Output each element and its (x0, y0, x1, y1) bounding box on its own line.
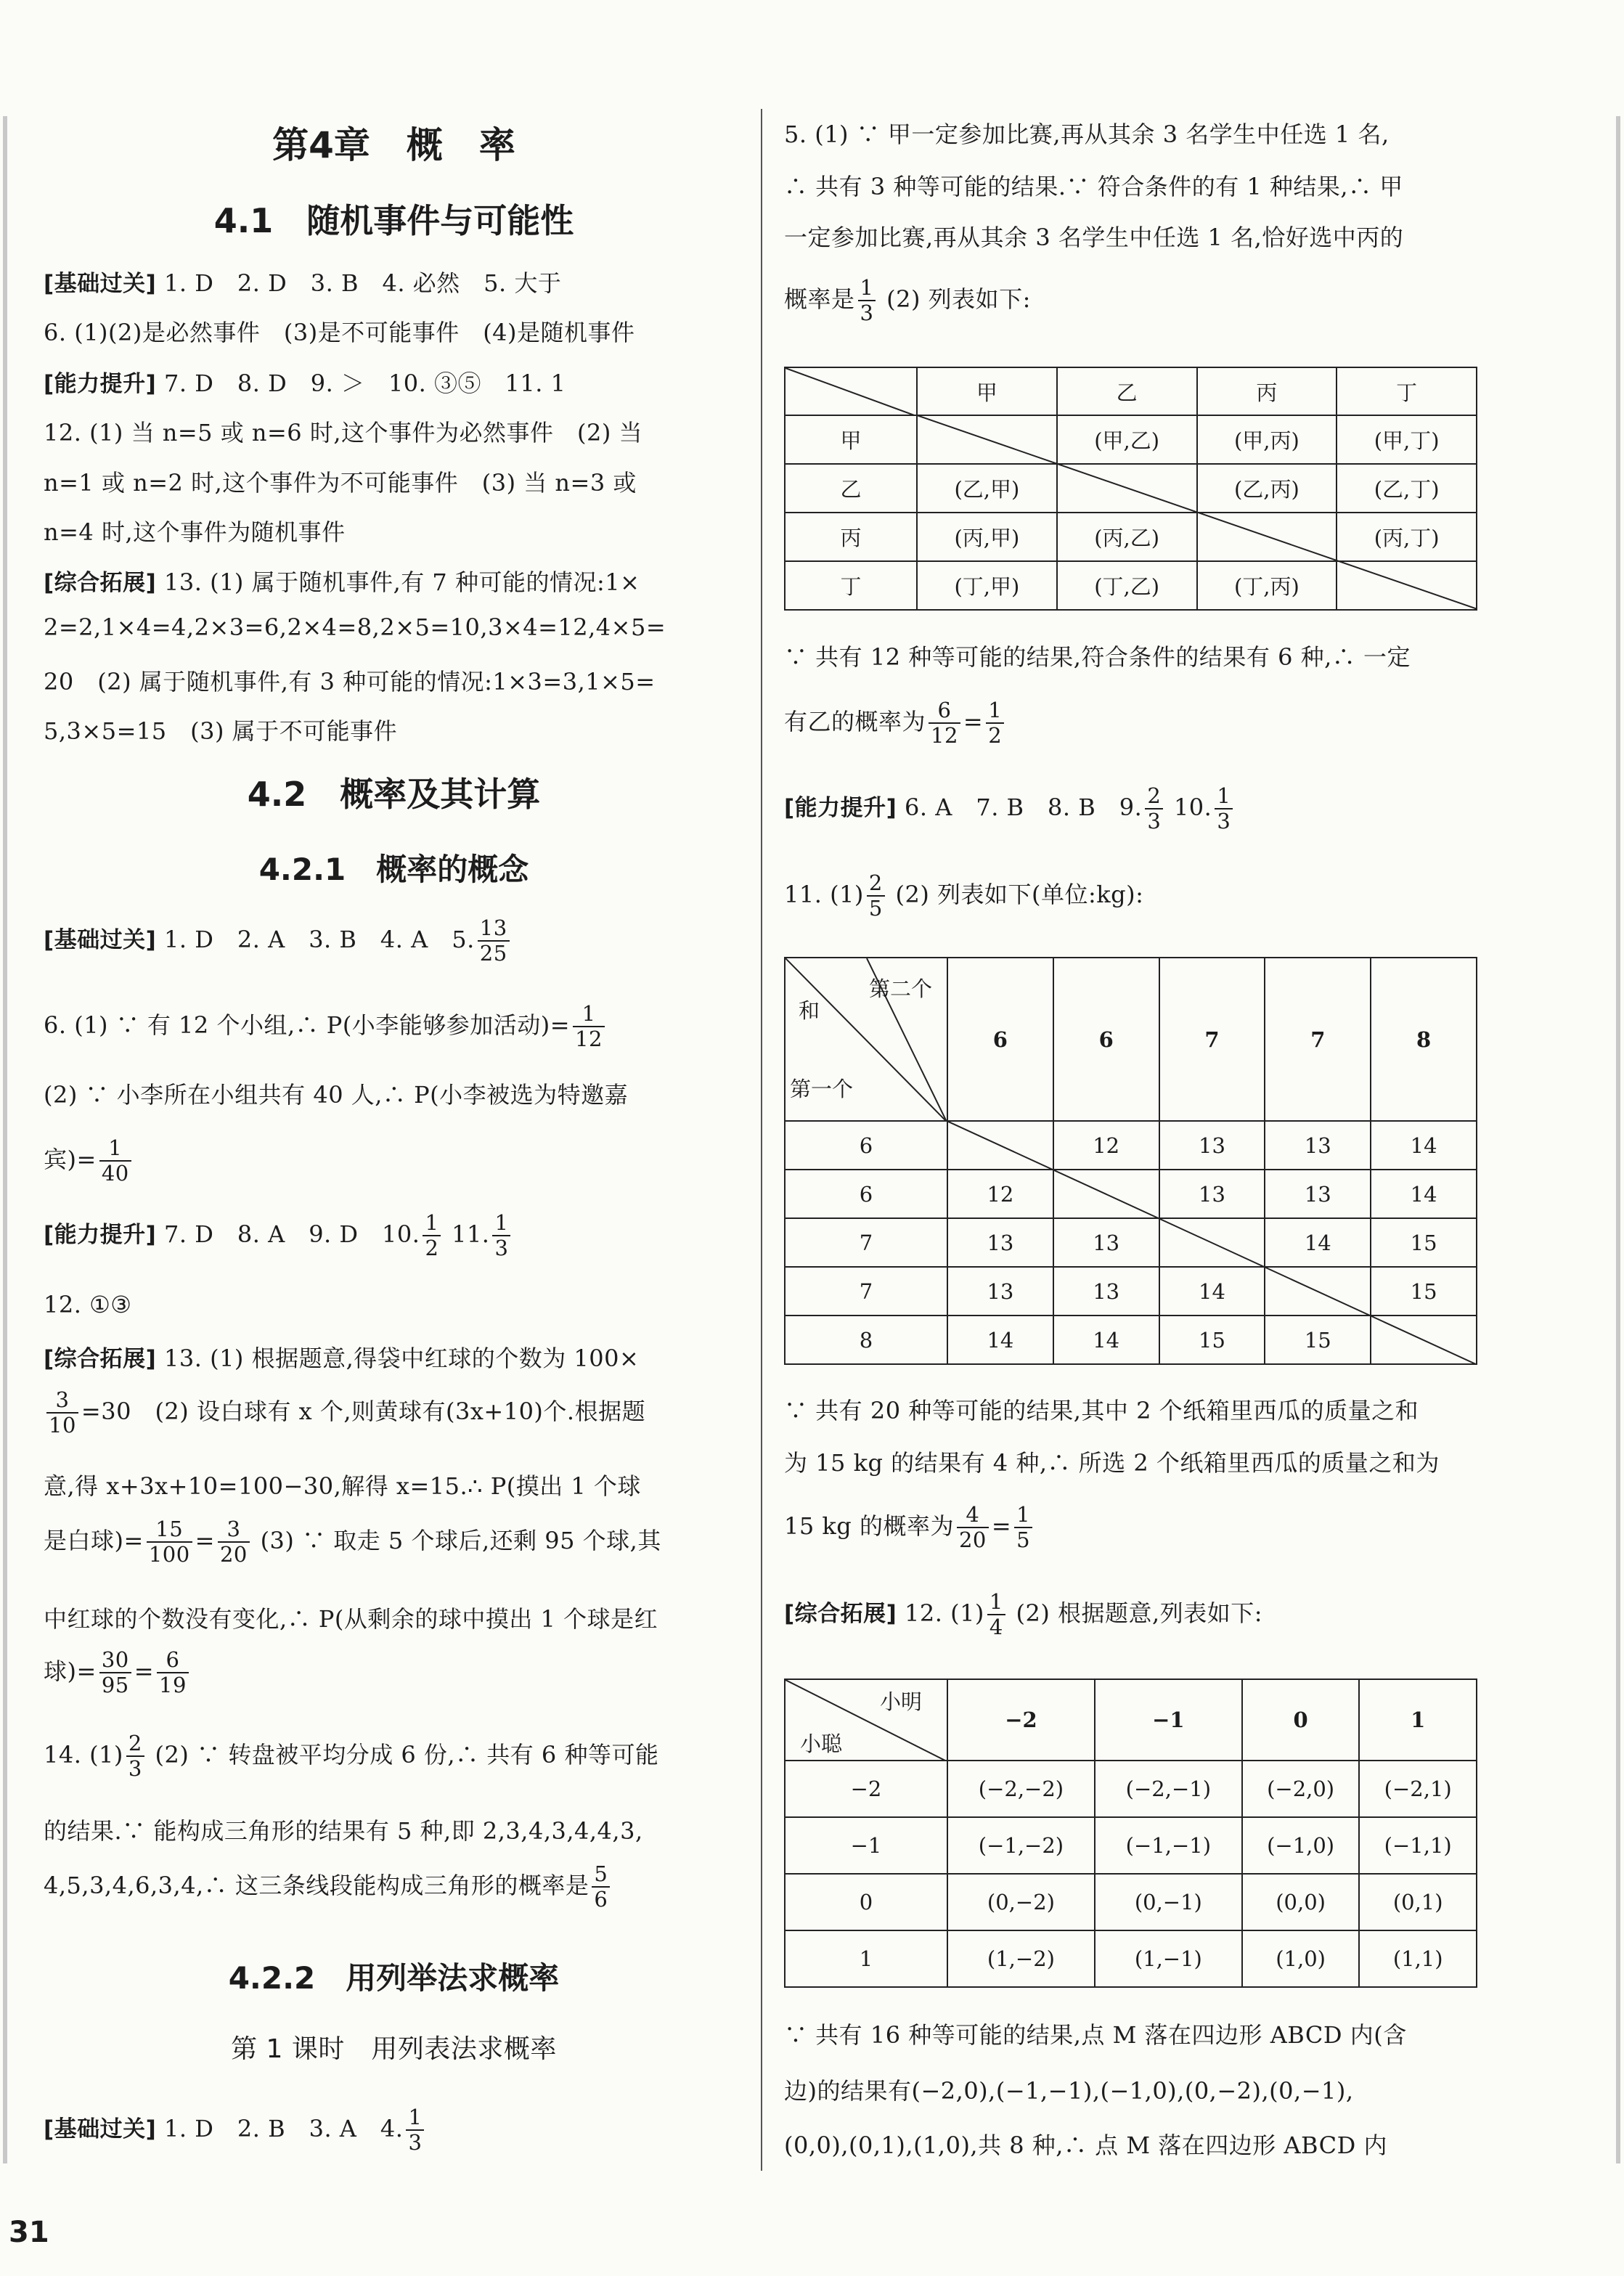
table-cell: (丁,丙) (1197, 561, 1337, 610)
corner-label-first: 第一个 (790, 1077, 854, 1101)
table-cell: (丁,乙) (1057, 561, 1197, 610)
line: ∵ 共有 20 种等可能的结果,其中 2 个纸箱里西瓜的质量之和 (784, 1397, 1419, 1424)
line: [基础过关] 1. D 2. A 3. B 4. A 5. $\frac{13}{25}$ (44, 916, 513, 966)
table-header-cell: 甲 (917, 367, 1057, 415)
chapter-title: 第4章 概 率 (272, 124, 515, 166)
line: 宾)= $\frac{1}{40}$ (44, 1136, 134, 1186)
section-4-1-title: 4.1 随机事件与可能性 (213, 201, 574, 240)
section-4-2-1-title: 4.2.1 概率的概念 (258, 852, 529, 887)
line: 14. (1) $\frac{2}{3}$ (2) ∵ 转盘被平均分成 6 份,∴ 共有 6 种等可能 (44, 1731, 659, 1782)
line: 12. ①③ (44, 1291, 132, 1318)
fraction: $\frac{1}{2}$ (423, 1211, 441, 1261)
table-cell: 13 (1265, 1121, 1371, 1170)
table-cell: (−1,0) (1242, 1817, 1360, 1874)
table-row (785, 1930, 1477, 1987)
table-cell: (乙,甲) (917, 464, 1057, 513)
table2-diagonal (945, 1120, 1477, 1365)
line: $\frac{3}{10}$ =30 (2) 设白球有 x 个,则黄球有(3x+10)个.根据题 (44, 1388, 645, 1438)
column-divider (761, 109, 762, 2171)
table-cell: (1,−2) (947, 1930, 1095, 1987)
line: [能力提升] 7. D 8. D 9. ＞ 10. ③⑤ 11. 1 (44, 370, 566, 397)
table-cell: (−2,−1) (1095, 1761, 1242, 1817)
table-cell: (乙,丁) (1337, 464, 1477, 513)
table-corner (785, 1679, 947, 1761)
table-header-cell: 6 (947, 958, 1053, 1121)
line: [能力提升] 6. A 7. B 8. B 9. $\frac{2}{3}$ 10. $\frac{1}{3}$ (784, 784, 1236, 834)
table-cell: (丙,乙) (1057, 513, 1197, 561)
table-cell: 13 (1053, 1218, 1159, 1267)
table-cell: (乙,丙) (1197, 464, 1337, 513)
line: 4,5,3,4,6,3,4,∴ 这三条线段能构成三角形的概率是 $\frac{5}{6}$ (44, 1862, 613, 1912)
table-cell: (−1,−1) (1095, 1817, 1242, 1874)
line: 意,得 x+3x+10=100−30,解得 x=15.∴ P(摸出 1 个球 (44, 1472, 641, 1500)
fraction: $\frac{2}{3}$ (1145, 784, 1163, 834)
table-cell: 13 (1159, 1170, 1265, 1218)
line: n=4 时,这个事件为随机事件 (44, 518, 346, 546)
line: 11. (1) $\frac{2}{5}$ (2) 列表如下(单位:kg): (784, 870, 1144, 921)
line: 概率是 $\frac{1}{3}$ (2) 列表如下: (784, 275, 1031, 326)
left-margin-bar (3, 116, 7, 2163)
table-cell: 15 (1159, 1316, 1265, 1364)
row-header: 乙 (785, 464, 917, 513)
line: 12. (1) 当 n=5 或 n=6 时,这个事件为必然事件 (2) 当 (44, 419, 642, 446)
fraction: $\frac{6}{19}$ (157, 1648, 189, 1698)
table-cell: (−1,1) (1359, 1817, 1477, 1874)
table-cell: 14 (1265, 1218, 1371, 1267)
table-cell: 15 (1371, 1267, 1477, 1316)
fraction: $\frac{1}{3}$ (858, 276, 876, 326)
line: 球)= $\frac{30}{95}$ = $\frac{6}{19}$ (44, 1648, 192, 1698)
table-cell: (丁,甲) (917, 561, 1057, 610)
corner-label-sum: 和 (799, 998, 820, 1023)
fraction: $\frac{6}{12}$ (929, 698, 960, 749)
fraction: $\frac{1}{12}$ (573, 1002, 605, 1052)
table-cell: (1,−1) (1095, 1930, 1242, 1987)
table-header-cell: 8 (1371, 958, 1477, 1121)
table-cell: (甲,乙) (1057, 415, 1197, 464)
line: ∴ 共有 3 种等可能的结果.∵ 符合条件的有 1 种结果,∴ 甲 (784, 173, 1403, 200)
line: [能力提升] 7. D 8. A 9. D 10. $\frac{1}{2}$ 11. $\frac{1}{3}$ (44, 1211, 513, 1261)
row-header: 丁 (785, 561, 917, 610)
table-cell: (甲,丙) (1197, 415, 1337, 464)
line: 的结果.∵ 能构成三角形的结果有 5 种,即 2,3,4,3,4,4,3, (44, 1817, 643, 1845)
section-4-2-2-title: 4.2.2 用列举法求概率 (228, 1960, 560, 1996)
line: (2) ∵ 小李所在小组共有 40 人,∴ P(小李被选为特邀嘉 (44, 1081, 629, 1109)
table-row (785, 1761, 1477, 1817)
line: (0,0),(0,1),(1,0),共 8 种,∴ 点 M 落在四边形 ABCD 内 (784, 2132, 1387, 2159)
fraction: $\frac{2}{3}$ (126, 1732, 144, 1782)
line: ∵ 共有 16 种等可能的结果,点 M 落在四边形 ABCD 内(含 (784, 2021, 1407, 2049)
row-header: 甲 (785, 415, 917, 464)
page-number: 31 (9, 2216, 49, 2249)
row-header: 8 (785, 1316, 947, 1364)
table-cell: (−2,1) (1359, 1761, 1477, 1817)
table-header-cell: 0 (1242, 1679, 1360, 1761)
table-header-cell: 7 (1159, 958, 1265, 1121)
fraction: $\frac{3}{20}$ (218, 1517, 250, 1567)
table-cell: (丙,甲) (917, 513, 1057, 561)
table-corner (785, 367, 917, 415)
table-coordinates (784, 1679, 1477, 1988)
table-cell: 13 (1159, 1121, 1265, 1170)
table-header-cell: 丙 (1197, 367, 1337, 415)
table-header-cell: 6 (1053, 958, 1159, 1121)
line: 2=2,1×4=4,2×3=6,2×4=8,2×5=10,3×4=12,4×5= (44, 613, 666, 641)
fraction: $\frac{4}{20}$ (957, 1503, 989, 1553)
row-header: 6 (785, 1121, 947, 1170)
fraction: $\frac{1}{2}$ (986, 698, 1004, 749)
fraction: $\frac{30}{95}$ (99, 1648, 131, 1698)
fraction: $\frac{1}{5}$ (1014, 1503, 1032, 1553)
table-header-cell: −2 (947, 1679, 1095, 1761)
table-header-cell: 1 (1359, 1679, 1477, 1761)
fraction: $\frac{1}{4}$ (987, 1590, 1005, 1640)
row-header: 7 (785, 1218, 947, 1267)
row-header: 丙 (785, 513, 917, 561)
corner-label-second: 第二个 (869, 976, 933, 1001)
line: [基础过关] 1. D 2. D 3. B 4. 必然 5. 大于 (44, 269, 562, 297)
row-header: 6 (785, 1170, 947, 1218)
right-margin-bar (1616, 116, 1620, 2163)
table-corner (785, 958, 947, 1121)
line: [综合拓展] 13. (1) 属于随机事件,有 7 种可能的情况:1× (44, 568, 640, 596)
table-header-cell: −1 (1095, 1679, 1242, 1761)
line: 是白球)= $\frac{15}{100}$ = $\frac{3}{20}$ (3) ∵ 取走 5 个球后,还剩 95 个球,其 (44, 1517, 661, 1567)
table-cell: 12 (1053, 1121, 1159, 1170)
table-header-cell: 7 (1265, 958, 1371, 1121)
table-cell: 13 (1053, 1267, 1159, 1316)
corner-label-xiaoming: 小明 (880, 1689, 923, 1714)
line: 有乙的概率为 $\frac{6}{12}$ = $\frac{1}{2}$ (784, 698, 1007, 749)
table-cell: 12 (947, 1170, 1053, 1218)
table-cell: 14 (1371, 1170, 1477, 1218)
table-cell: 13 (947, 1267, 1053, 1316)
table-cell: 13 (947, 1218, 1053, 1267)
table-cell: (0,−1) (1095, 1874, 1242, 1930)
line: 为 15 kg 的结果有 4 种,∴ 所选 2 个纸箱里西瓜的质量之和为 (784, 1449, 1440, 1477)
line: 6. (1) ∵ 有 12 个小组,∴ P(小李能够参加活动)= $\frac{1}{12}$ (44, 1002, 608, 1052)
table-cell: (0,−2) (947, 1874, 1095, 1930)
row-header: −2 (785, 1761, 947, 1817)
fraction: $\frac{5}{6}$ (592, 1862, 610, 1912)
table-cell: (0,0) (1242, 1874, 1360, 1930)
line: [综合拓展] 13. (1) 根据题意,得袋中红球的个数为 100× (44, 1345, 640, 1372)
table-cell: 14 (947, 1316, 1053, 1364)
fraction: $\frac{1}{3}$ (492, 1211, 510, 1261)
table-header-cell: 丁 (1337, 367, 1477, 415)
line: 一定参加比赛,再从其余 3 名学生中任选 1 名,恰好选中丙的 (784, 224, 1404, 251)
table-cell: 15 (1371, 1218, 1477, 1267)
lesson-title: 第 1 课时 用列表法求概率 (231, 2034, 557, 2064)
line: [综合拓展] 12. (1) $\frac{1}{4}$ (2) 根据题意,列表如下: (784, 1589, 1262, 1640)
row-header: 0 (785, 1874, 947, 1930)
line: 5,3×5=15 (3) 属于不可能事件 (44, 717, 398, 745)
fraction: $\frac{1}{3}$ (406, 2105, 424, 2155)
table-cell: 14 (1053, 1316, 1159, 1364)
table-cell: (−1,−2) (947, 1817, 1095, 1874)
corner-label-xiaocong: 小聪 (800, 1732, 843, 1756)
line: 15 kg 的概率为 $\frac{4}{20}$ = $\frac{1}{5}$ (784, 1503, 1035, 1553)
fraction: $\frac{15}{100}$ (147, 1517, 192, 1567)
table-cell: (−2,−2) (947, 1761, 1095, 1817)
table-cell: (0,1) (1359, 1874, 1477, 1930)
table-cell: (1,0) (1242, 1930, 1360, 1987)
table1-diagonal (915, 415, 1477, 609)
fraction: $\frac{3}{10}$ (46, 1388, 78, 1438)
fraction: $\frac{1}{40}$ (99, 1136, 131, 1186)
fraction: $\frac{2}{5}$ (867, 871, 885, 921)
table-cell: (甲,丁) (1337, 415, 1477, 464)
row-header: −1 (785, 1817, 947, 1874)
table-cell: 13 (1265, 1170, 1371, 1218)
table-cell: (丙,丁) (1337, 513, 1477, 561)
section-4-2-title: 4.2 概率及其计算 (247, 775, 541, 814)
line: n=1 或 n=2 时,这个事件为不可能事件 (3) 当 n=3 或 (44, 469, 637, 497)
table-cell: 14 (1371, 1121, 1477, 1170)
fraction: $\frac{1}{3}$ (1215, 784, 1233, 834)
line: 6. (1)(2)是必然事件 (3)是不可能事件 (4)是随机事件 (44, 319, 635, 346)
fraction: $\frac{13}{25}$ (478, 916, 510, 966)
row-header: 1 (785, 1930, 947, 1987)
table-cell: (−2,0) (1242, 1761, 1360, 1817)
table-cell: 14 (1159, 1267, 1265, 1316)
line: ∵ 共有 12 种等可能的结果,符合条件的结果有 6 种,∴ 一定 (784, 643, 1411, 671)
line: 20 (2) 属于随机事件,有 3 种可能的情况:1×3=3,1×5= (44, 668, 656, 696)
line: 边)的结果有(−2,0),(−1,−1),(−1,0),(0,−2),(0,−1), (784, 2077, 1354, 2105)
table-header-cell: 乙 (1057, 367, 1197, 415)
table-cell: 15 (1265, 1316, 1371, 1364)
row-header: 7 (785, 1267, 947, 1316)
table-row (785, 1817, 1477, 1874)
table-row (785, 1874, 1477, 1930)
line: [基础过关] 1. D 2. B 3. A 4. $\frac{1}{3}$ (44, 2105, 427, 2155)
diagonal-line (786, 368, 916, 416)
line: 中红球的个数没有变化,∴ P(从剩余的球中摸出 1 个球是红 (44, 1605, 658, 1633)
line: 5. (1) ∵ 甲一定参加比赛,再从其余 3 名学生中任选 1 名, (784, 121, 1390, 148)
table-cell: (1,1) (1359, 1930, 1477, 1987)
